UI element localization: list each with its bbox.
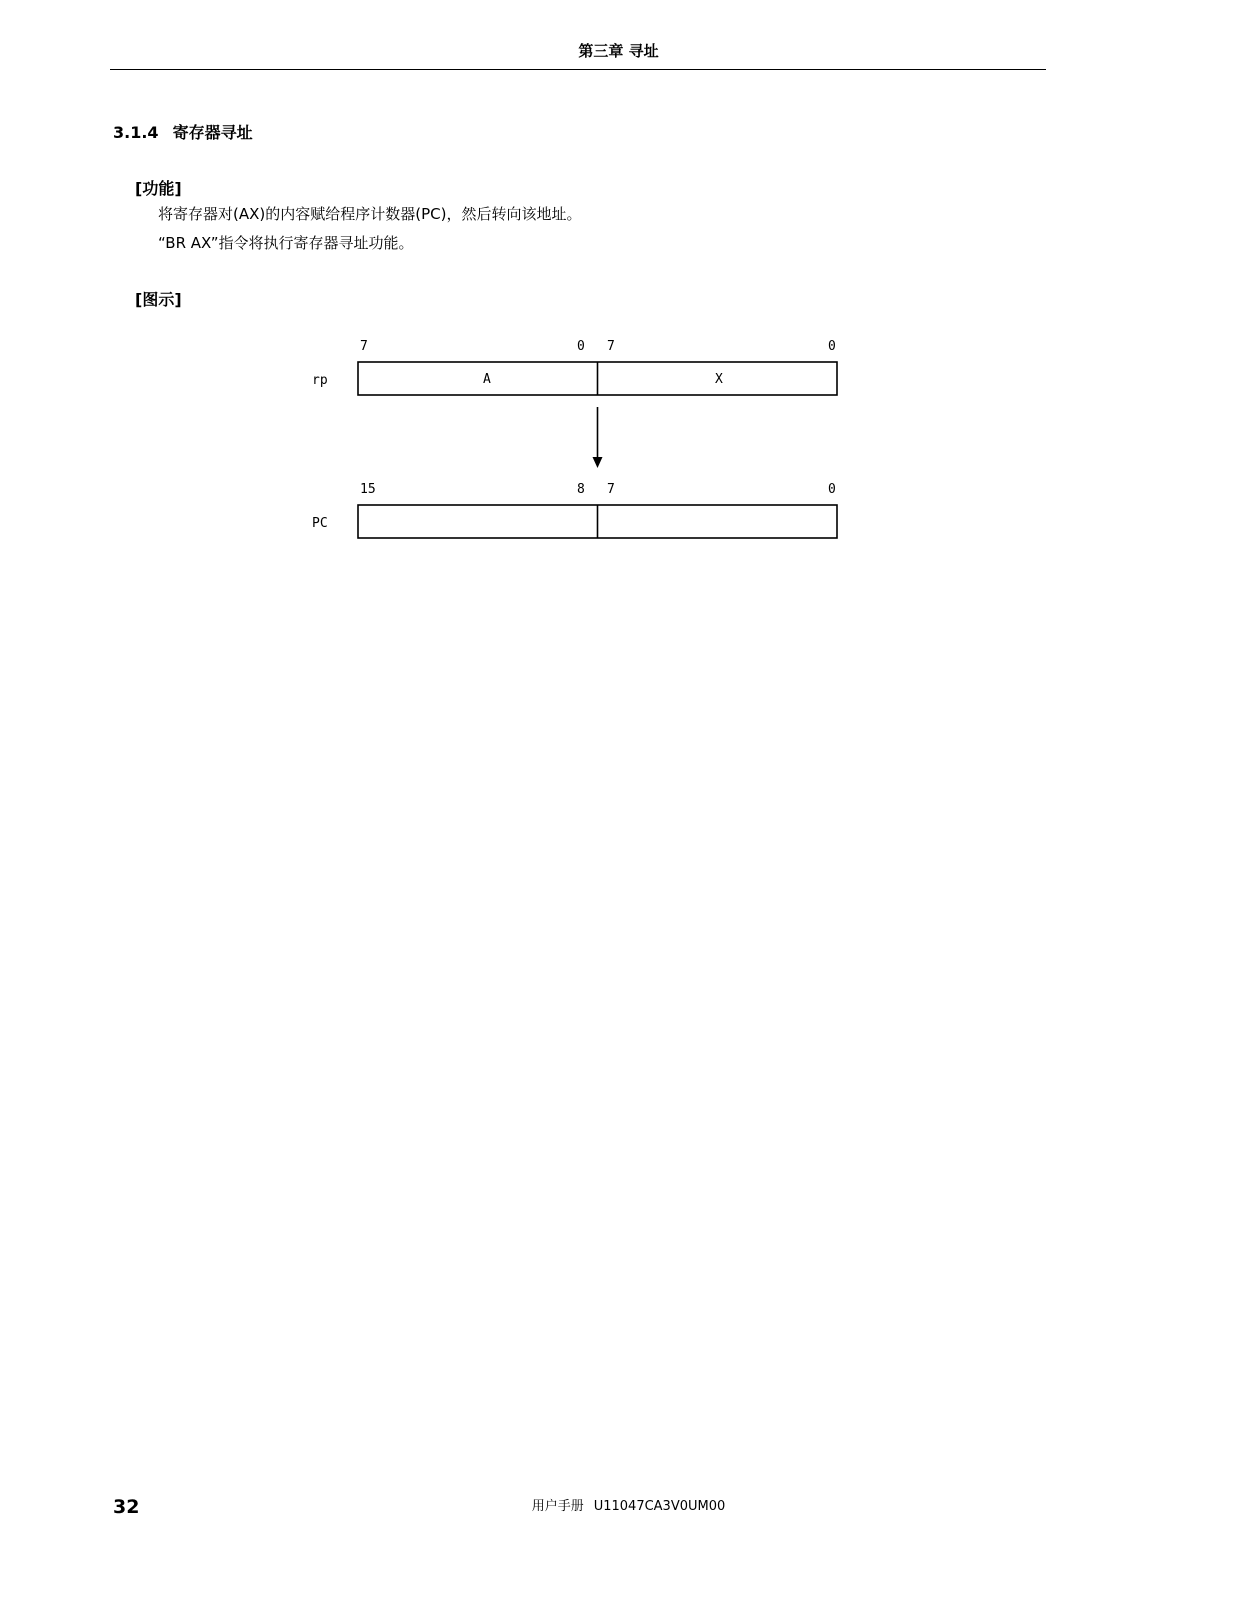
section-title: 寄存器寻址 [172,123,253,142]
pc-register-name: PC [312,516,328,531]
header-rule [110,69,1046,70]
rp-bit-label-low-lsb: 0 [828,339,836,354]
footer-manual-info [0,1495,1237,1514]
section-number: 3.1.4 [113,123,159,142]
pc-bit-label-low-msb: 7 [607,482,615,497]
register-addressing-diagram [300,330,860,550]
section-heading [113,120,253,143]
transfer-arrow-head [593,457,603,468]
function-heading: [功能] [135,179,182,198]
pc-bit-label-high-msb: 15 [360,482,376,497]
rp-field-x: X [715,372,723,387]
pc-bit-label-low-lsb: 0 [828,482,836,497]
chapter-title: 第三章 寻址 [578,42,659,60]
function-line-1: 将寄存器对(AX)的内容赋给程序计数器(PC)，然后转向该地址。 [158,205,582,223]
figure-heading: [图示] [135,290,182,309]
rp-register-name: rp [312,373,328,388]
rp-bit-label-high-lsb: 0 [577,339,585,354]
rp-bit-label-low-msb: 7 [607,339,615,354]
page-number: 32 [113,1496,140,1518]
rp-field-a: A [483,372,491,387]
footer-document-code: U11047CA3V0UM00 [593,1499,726,1514]
rp-bit-label-high-msb: 7 [360,339,368,354]
pc-bit-label-high-lsb: 8 [577,482,585,497]
footer-manual-label: 用户手册 [531,1499,584,1514]
function-line-2: “BR AX”指令将执行寄存器寻址功能。 [158,234,414,252]
